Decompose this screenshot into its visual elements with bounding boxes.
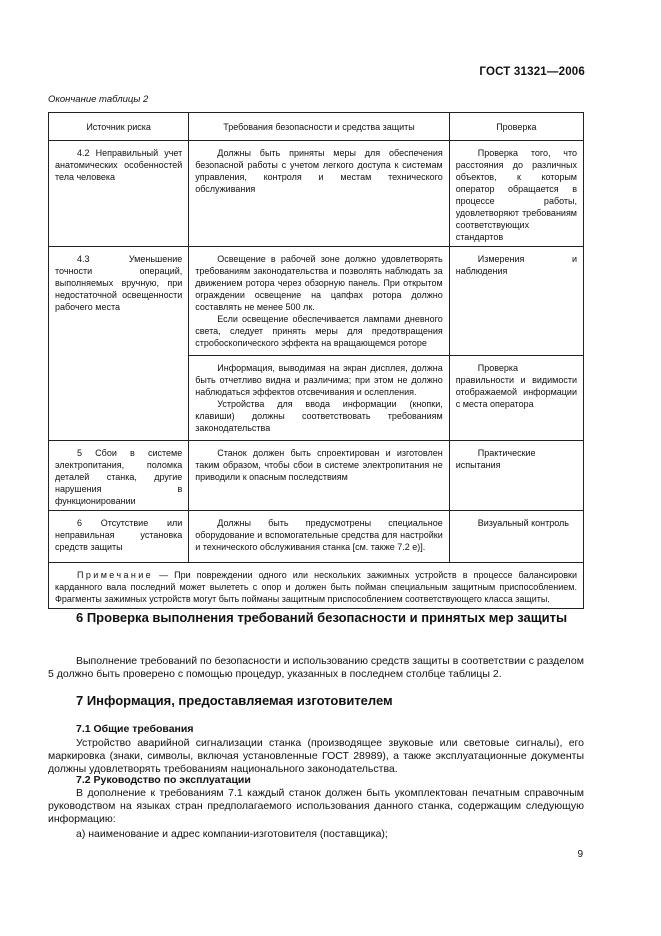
safety-requirements-table: [48, 112, 584, 609]
verification-cell: Измерения и наблюдения: [455, 254, 577, 276]
table-row: [49, 141, 584, 247]
document-code: ГОСТ 31321—2006: [479, 66, 585, 78]
verification-cell: Проверка правильности и видимости отображаемой информации с места оператора: [455, 363, 577, 409]
note-text: — При повреждении одного или нескольких зажимных устройств в процессе балансировки карданного вала последний может вылететь с опор и должен быть пойман специальным защитным приспособлением. Фрагменты зажимных устройств могут быть пойманы защитным приспособлением соответствующего класса защиты.: [55, 570, 577, 604]
section-6-text: Выполнение требований по безопасности и использованию средств защиты в соответствии с разделом 5 должно быть проверено с помощью процедур, указанных в последнем столбце таблицы 2.: [48, 655, 584, 680]
verification-cell: Визуальный контроль: [477, 518, 569, 528]
section-7-title: 7 Информация, предоставляемая изготовителем: [76, 693, 393, 708]
table-row: [49, 441, 584, 511]
subsection-7-1-text: Устройство аварийной сигнализации станка (производящее звуковые или световые сигналы), его маркировка (знаки, символы, включая установленные ГОСТ 28989), а также эксплуатационные документы должны удовлетворять требованиям национального законодательства.: [48, 737, 584, 775]
section-6-title: 6 Проверка выполнения требований безопасности и принятых мер защиты: [76, 610, 568, 625]
table-note: [55, 569, 577, 605]
table-header-row: [49, 113, 584, 141]
requirement-text: Освещение в рабочей зоне должно удовлетворять требованиям законодательства и позволять наблюдать за движением ротора через обзорную панель. При открытом ограждении освещение на цапфах ротора должно составлять не менее 500 лк.: [195, 254, 443, 312]
requirement-text: Информация, выводимая на экран дисплея, должна быть отчетливо видна и различима; при этом не должно наблюдаться эффектов отсвечивания и ослепления.: [195, 363, 443, 397]
requirement-text: Устройства для ввода информации (кнопки, клавиши) должны соответствовать требованиям законодательства: [195, 399, 443, 433]
subsection-7-1-title: 7.1 Общие требования: [76, 723, 194, 735]
table-caption: Окончание таблицы 2: [48, 94, 149, 105]
risk-source-cell: 5 Сбои в системе электропитания, поломка деталей станка, другие нарушения в функционировании: [55, 448, 183, 506]
table-note-row: [49, 563, 584, 609]
table-row: [49, 511, 584, 563]
subsection-7-2-title: 7.2 Руководство по эксплуатации: [76, 774, 251, 786]
verification-cell: Практические испытания: [455, 448, 536, 470]
column-header-check: Проверка: [449, 113, 583, 141]
requirement-text: Должны быть приняты меры для обеспечения безопасной работы с учетом легкого доступа к системам управления, контроля и местам технического обслуживания: [195, 148, 443, 194]
risk-source-cell: 4.2 Неправильный учет анатомических особенностей тела человека: [55, 148, 183, 182]
note-label: Примечание: [77, 570, 154, 580]
subsection-7-2-text: В дополнение к требованиям 7.1 каждый станок должен быть укомплектован печатным справочным руководством на языках стран предполагаемого использования данного станка, содержащим следующую информацию:: [48, 787, 584, 825]
list-item-a: а) наименование и адрес компании-изготовителя (поставщика);: [76, 828, 388, 840]
risk-source-cell: 4.3 Уменьшение точности операций, выполняемых вручную, при недостаточной освещенности рабочего места: [55, 254, 183, 312]
table-row: [49, 247, 584, 356]
risk-source-cell: 6 Отсутствие или неправильная установка средств защиты: [55, 518, 183, 552]
requirement-text: Станок должен быть спроектирован и изготовлен таким образом, чтобы сбои в системе электропитания не приводили к опасным последствиям: [195, 448, 443, 482]
requirement-text: Если освещение обеспечивается лампами дневного света, следует принять меры для предотвращения стробоскопического эффекта на вращающемся роторе: [195, 314, 443, 348]
requirement-text: Должны быть предусмотрены специальное оборудование и вспомогательные средства для настройки и технического обслуживания станка [см. также 7.2 е)].: [195, 518, 443, 552]
column-header-requirements: Требования безопасности и средства защиты: [189, 113, 449, 141]
column-header-source: Источник риска: [49, 113, 189, 141]
verification-cell: Проверка того, что расстояния до различных объектов, к которым оператор обращается в процессе работы, удовлетворяют требованиям соответствующих стандартов: [455, 148, 577, 242]
page-number: 9: [577, 849, 583, 860]
